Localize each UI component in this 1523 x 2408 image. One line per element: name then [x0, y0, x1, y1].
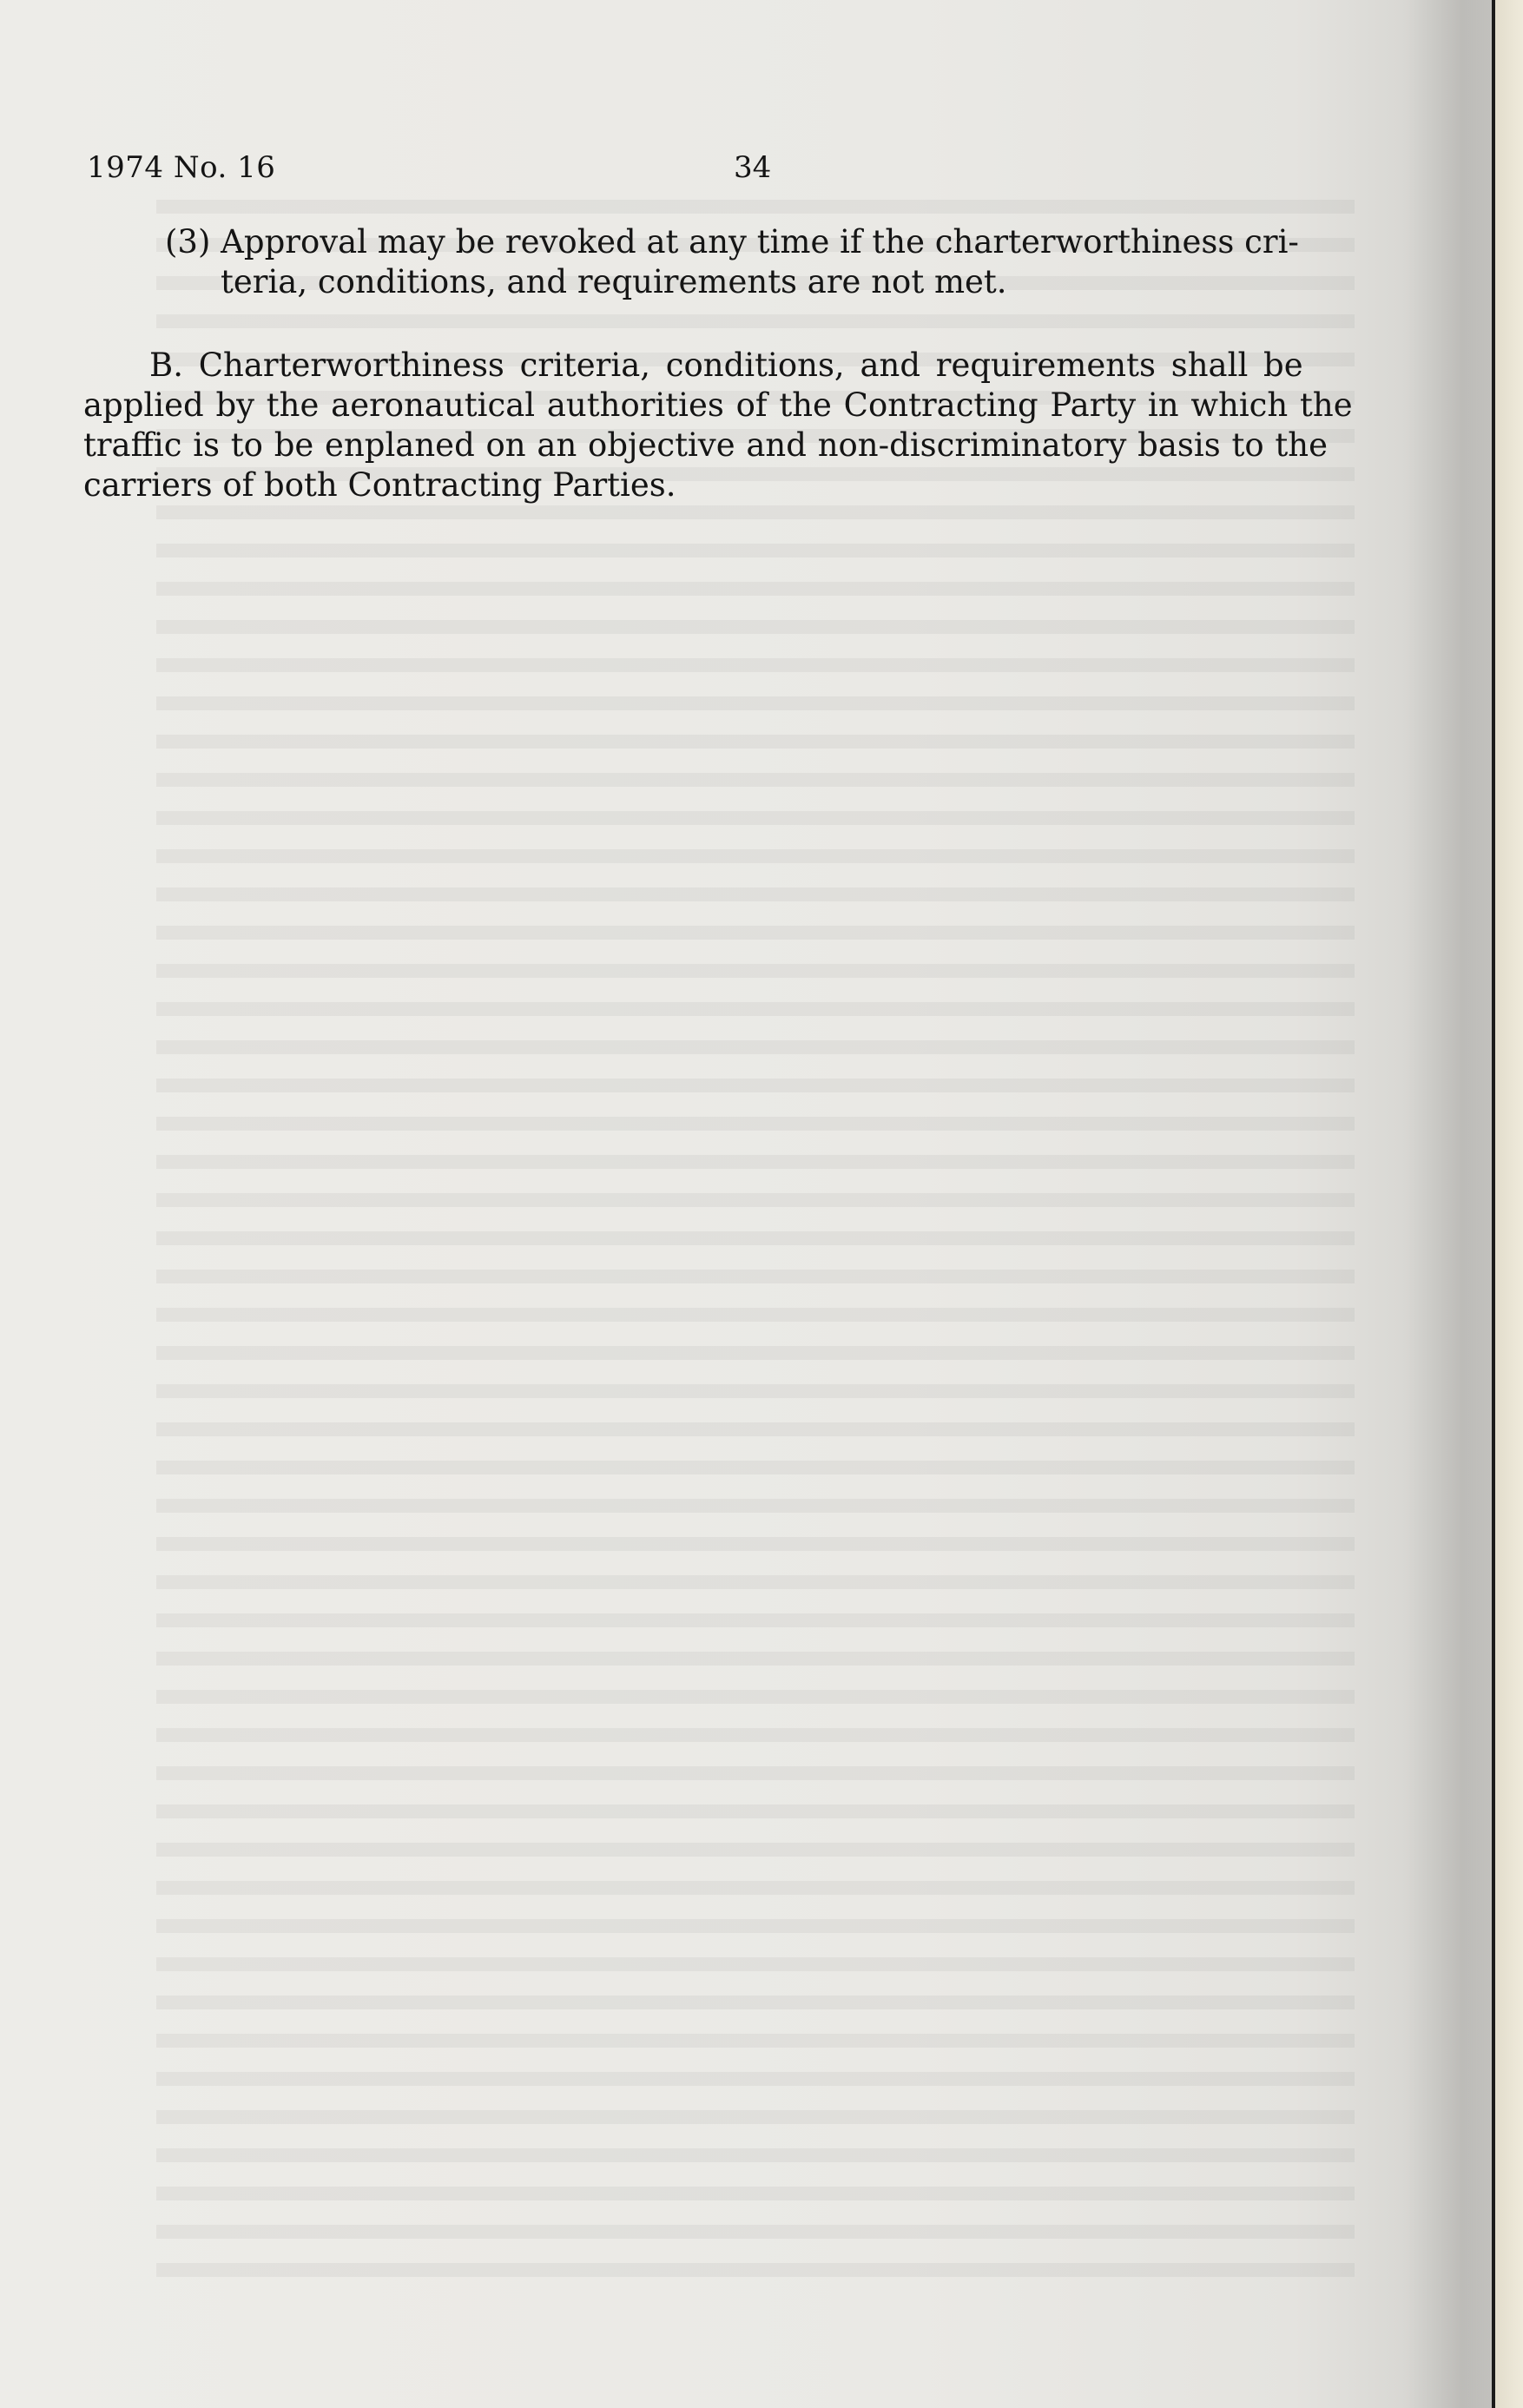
paragraph-3-line-2: teria, conditions, and requirements are not met.	[221, 263, 1007, 300]
paragraph-b-line-1: B. Charterworthiness criteria, conditions, and requirements shall be	[149, 346, 1303, 384]
bleed-through-text	[156, 200, 1355, 2284]
paragraph-3-line-1: (3) Approval may be revoked at any time if the charterworthiness cri-	[165, 223, 1299, 261]
page-header	[87, 146, 1389, 198]
paragraph-b-line-2: applied by the aeronautical authorities of the Contracting Party in which the	[83, 386, 1353, 424]
year-and-number: 1974 No. 16	[87, 150, 276, 185]
paragraph-b	[83, 346, 1398, 505]
page-number: 34	[734, 150, 772, 185]
paragraph-b-line-3: traffic is to be enplaned on an objective and non-discriminatory basis to the	[83, 426, 1328, 464]
page-edge-strip	[1495, 0, 1523, 2408]
paragraph-b-line-4: carriers of both Contracting Parties.	[83, 466, 676, 504]
paragraph-3	[83, 222, 1398, 302]
binding-shadow	[1407, 0, 1502, 2408]
